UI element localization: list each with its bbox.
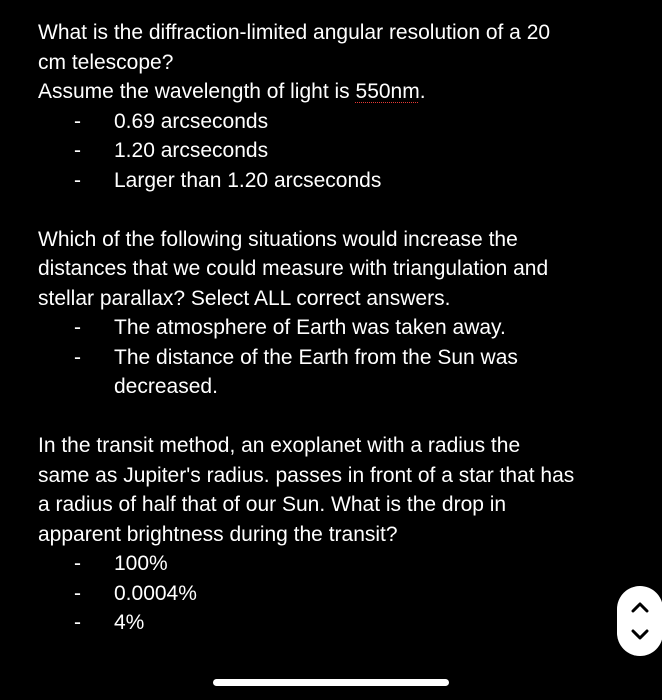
- bullet-dash: -: [74, 168, 81, 192]
- assumption-period: .: [419, 80, 426, 103]
- home-indicator[interactable]: [213, 679, 449, 686]
- option-text: 0.69 arcseconds: [114, 109, 269, 133]
- question-3-line: a radius of half that of our Sun. What is the drop in: [38, 493, 507, 516]
- question-3-line: apparent brightness during the transit?: [38, 522, 398, 546]
- questions-content: [38, 18, 638, 638]
- chevron-down-icon[interactable]: [628, 622, 652, 646]
- question-2-line: stellar parallax? Select ALL correct answers.: [38, 286, 451, 310]
- bullet-dash: -: [74, 139, 81, 162]
- option-item: [38, 107, 638, 137]
- option-text: 1.20 arcseconds: [114, 139, 269, 162]
- paragraph-spacer: [38, 402, 638, 432]
- option-item: [38, 549, 638, 579]
- bullet-dash: -: [74, 552, 81, 575]
- option-text: The atmosphere of Earth was taken away.: [114, 316, 506, 339]
- option-item: [38, 343, 638, 402]
- nav-arrows-pill: [617, 586, 662, 656]
- question-3: [38, 431, 638, 638]
- question-1-assumption: [38, 77, 638, 107]
- option-item: [38, 579, 638, 609]
- question-1-options: [38, 107, 638, 196]
- assumption-text: Assume the wavelength of light is: [38, 80, 356, 103]
- question-1-line: cm telescope?: [38, 50, 174, 74]
- option-item: [38, 608, 638, 638]
- option-item: [38, 313, 638, 343]
- wavelength-value: 550nm: [355, 80, 420, 103]
- question-2-line: Which of the following situations would increase the: [38, 227, 518, 251]
- question-2-line: distances that we could measure with triangulation and: [38, 257, 549, 280]
- paragraph-spacer: [38, 195, 638, 225]
- option-text: 100%: [114, 552, 168, 575]
- option-text: decreased.: [114, 375, 218, 398]
- bullet-dash: -: [74, 581, 81, 605]
- question-2-options: [38, 313, 638, 402]
- option-text: 0.0004%: [114, 581, 197, 605]
- question-3-options: [38, 549, 638, 638]
- question-3-line: In the transit method, an exoplanet with a radius the: [38, 434, 521, 457]
- bullet-dash: -: [74, 316, 81, 339]
- bullet-dash: -: [74, 345, 81, 369]
- option-text: 4%: [114, 611, 145, 634]
- chevron-up-icon[interactable]: [628, 596, 652, 620]
- question-2: [38, 225, 638, 402]
- option-text: The distance of the Earth from the Sun was: [114, 345, 518, 369]
- bullet-dash: -: [74, 109, 81, 133]
- question-1: [38, 18, 638, 195]
- option-item: [38, 136, 638, 166]
- option-text: Larger than 1.20 arcseconds: [114, 168, 382, 192]
- question-3-line: same as Jupiter's radius. passes in front of a star that has: [38, 463, 575, 487]
- option-item: [38, 166, 638, 196]
- bullet-dash: -: [74, 611, 81, 634]
- question-1-line: What is the diffraction-limited angular resolution of a 20: [38, 21, 551, 44]
